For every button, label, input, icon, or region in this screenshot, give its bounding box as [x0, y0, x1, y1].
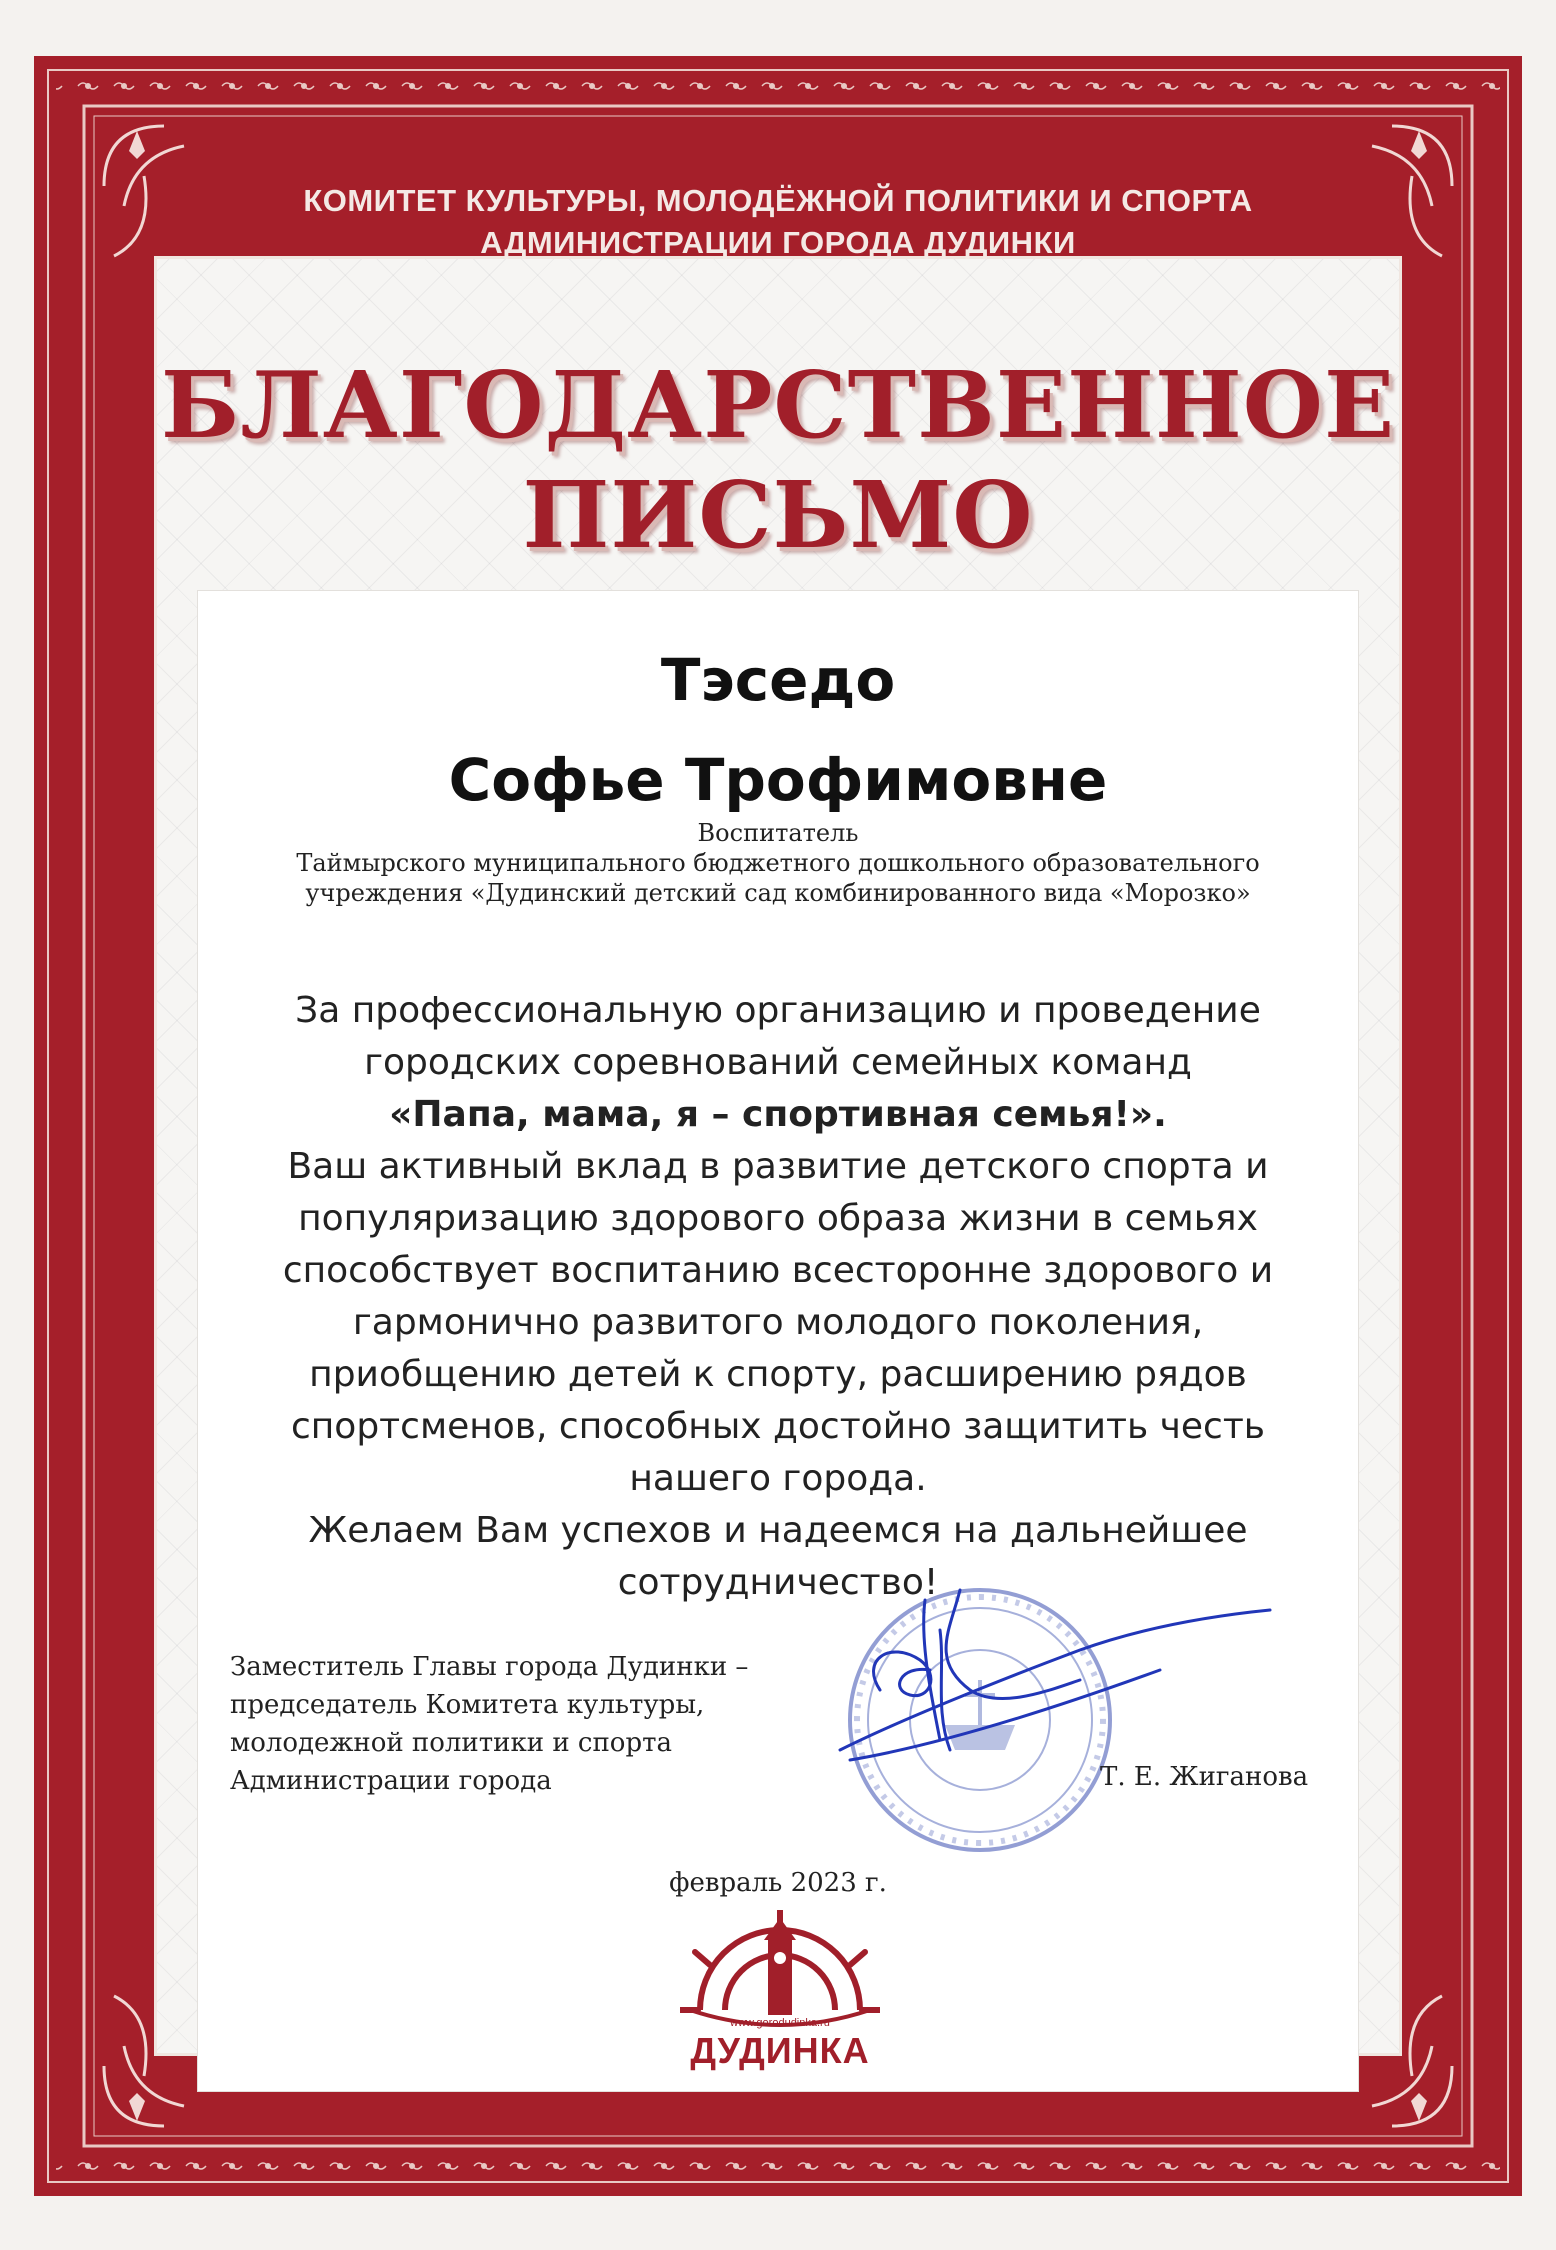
dudinka-logo-icon [680, 1910, 880, 2120]
signer-title [230, 1648, 748, 1800]
body-line: нашего города. [629, 1458, 927, 1499]
recipient-position [0, 818, 1556, 908]
recipient-given-names: Софье Трофимовне [448, 746, 1108, 814]
body-line: спортсменов, способных достойно защитить честь [290, 1406, 1266, 1447]
committee-line: КОМИТЕТ КУЛЬТУРЫ, МОЛОДЁЖНОЙ ПОЛИТИКИ И СПОРТА [303, 183, 1253, 218]
recipient-surname: Тэседо [660, 646, 896, 714]
body-line: Желаем Вам успехов и надеемся на дальнейшее [308, 1510, 1248, 1551]
logo-name: ДУДИНКА [690, 2030, 870, 2071]
title-line: БЛАГОДАРСТВЕННОЕ [160, 351, 1396, 459]
signer-line: молодежной политики и спорта [230, 1728, 672, 1758]
position-line: Таймырского муниципального бюджетного дошкольного образовательного [296, 849, 1260, 877]
committee-line: АДМИНИСТРАЦИИ ГОРОДА ДУДИНКИ [480, 225, 1076, 260]
title-line: ПИСЬМО [522, 461, 1034, 569]
event-name: «Папа, мама, я – спортивная семья!». [389, 1094, 1167, 1135]
body-line: сотрудничество! [617, 1562, 939, 1603]
position-line: Воспитатель [697, 819, 859, 847]
position-line: учреждения «Дудинский детский сад комбинированного вида «Морозко» [305, 879, 1251, 907]
signer-name: Т. Е. Жиганова [1100, 1762, 1309, 1792]
body-line: городских соревнований семейных команд [364, 1042, 1192, 1083]
logo-url: www.gorodudinka.ru [730, 2017, 830, 2029]
signer-line: председатель Комитета культуры, [230, 1690, 705, 1720]
issue-date: февраль 2023 г. [669, 1868, 887, 1898]
body-line: способствует воспитанию всесторонне здорового и [282, 1250, 1274, 1291]
body-line: популяризацию здорового образа жизни в семьях [298, 1198, 1258, 1239]
signer-line: Администрации города [230, 1766, 552, 1796]
signature-icon [820, 1570, 1280, 1780]
recipient-name [0, 630, 1556, 830]
committee-header [0, 180, 1556, 264]
signer-line: Заместитель Главы города Дудинки – [230, 1652, 749, 1682]
certificate-title [0, 350, 1556, 570]
letter-body [0, 985, 1556, 1609]
body-line: приобщению детей к спорту, расширению рядов [309, 1354, 1247, 1395]
body-line: Ваш активный вклад в развитие детского спорта и [287, 1146, 1269, 1187]
body-line: За профессиональную организацию и проведение [295, 990, 1261, 1031]
body-line: гармонично развитого молодого поколения, [352, 1302, 1204, 1343]
